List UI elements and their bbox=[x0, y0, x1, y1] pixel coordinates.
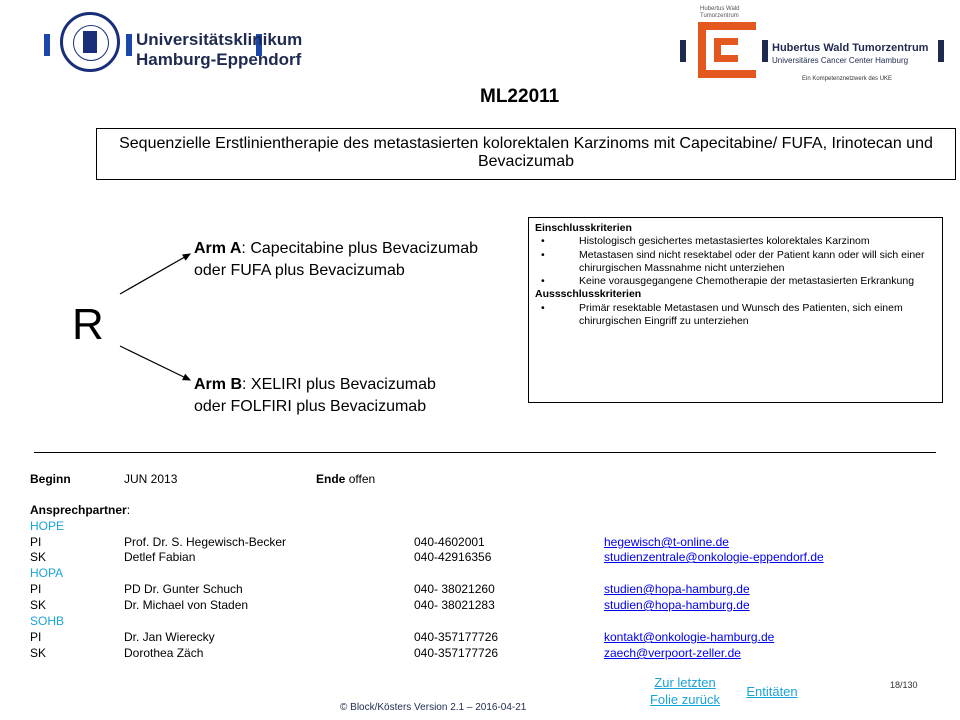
contact-name: Dr. Michael von Staden bbox=[124, 598, 249, 612]
inclusion-heading: Einschlusskriterien bbox=[535, 222, 632, 234]
group-hopa: HOPA bbox=[30, 566, 64, 580]
contact-email-link[interactable]: kontakt@onkologie-hamburg.de bbox=[604, 630, 775, 644]
arm-b-line2: oder FOLFIRI plus Bevacizumab bbox=[194, 398, 427, 415]
arm-a-label: Arm A bbox=[194, 240, 242, 257]
back-to-last-slide-link[interactable]: Zur letzten Folie zurück bbox=[649, 675, 721, 707]
criteria-box bbox=[528, 217, 943, 403]
footer-copyright: © Block/Kösters Version 2.1 – 2016-04-21 bbox=[340, 702, 527, 713]
hw-logo-bar-middle bbox=[762, 40, 768, 62]
contact-phone: 040-357177726 bbox=[414, 630, 499, 644]
page-number: 18/130 bbox=[890, 680, 918, 690]
contact-role: PI bbox=[30, 582, 42, 596]
contact-name: Dorothea Zäch bbox=[124, 646, 204, 660]
contact-phone: 040-357177726 bbox=[414, 646, 499, 660]
end-field: Ende offen bbox=[316, 472, 376, 486]
arm-a bbox=[194, 238, 478, 282]
contact-phone: 040-42916356 bbox=[414, 550, 492, 564]
hw-logo-bar-left bbox=[680, 40, 686, 62]
contact-phone: 040-4602001 bbox=[414, 535, 485, 549]
arm-b-label: Arm B bbox=[194, 376, 243, 393]
contact-role: PI bbox=[30, 630, 42, 644]
contact-name: Detlef Fabian bbox=[124, 550, 196, 564]
begin-value: JUN 2013 bbox=[124, 472, 178, 486]
arm-a-line2: oder FUFA plus Bevacizumab bbox=[194, 262, 405, 279]
contact-role: PI bbox=[30, 535, 42, 549]
inclusion-item: • Histologisch gesichertes metastasiertes kolorektales Karzinom bbox=[541, 235, 870, 248]
contact-email-link[interactable]: zaech@verpoort-zeller.de bbox=[604, 646, 741, 660]
hw-logo-title: Hubertus Wald Tumorzentrum bbox=[772, 42, 929, 54]
contact-role: SK bbox=[30, 646, 47, 660]
arrow-to-arm-a bbox=[120, 254, 190, 294]
contact-role: SK bbox=[30, 550, 47, 564]
logo-bar-middle bbox=[126, 34, 132, 56]
section-divider bbox=[34, 452, 936, 453]
hw-logo-subtitle: Universitäres Cancer Center Hamburg bbox=[772, 56, 909, 65]
study-description: Sequenzielle Erstlinientherapie des metastasierten kolorektalen Karzinoms mit Capecitabine/ FUFA, Irinotecan und Bevacizumab bbox=[119, 135, 933, 170]
uke-logo-text: Universitätsklinikum Hamburg-Eppendorf bbox=[136, 30, 303, 69]
contact-phone: 040- 38021283 bbox=[414, 598, 495, 612]
university-seal-logo bbox=[60, 12, 120, 72]
hw-logo-caption: Hubertus Wald Tumorzentrum bbox=[700, 6, 740, 19]
entities-link[interactable]: Entitäten bbox=[746, 684, 798, 699]
arm-a-line1: : Capecitabine plus Bevacizumab bbox=[241, 240, 478, 257]
hw-logo-bar-right bbox=[938, 40, 944, 62]
contact-email-link[interactable]: hegewisch@t-online.de bbox=[604, 535, 729, 549]
contact-email-link[interactable]: studien@hopa-hamburg.de bbox=[604, 582, 750, 596]
hw-network-caption: Ein Kompetenznetzwerk des UKE bbox=[802, 76, 893, 82]
hw-tumorzentrum-logo bbox=[698, 22, 756, 78]
contact-role: SK bbox=[30, 598, 47, 612]
exclusion-heading: Aussschlusskriterien bbox=[535, 288, 642, 301]
study-description-box bbox=[96, 128, 956, 180]
contact-name: Dr. Jan Wierecky bbox=[124, 630, 215, 644]
randomization-arrows bbox=[110, 240, 200, 390]
group-sohb: SOHB bbox=[30, 614, 65, 628]
arm-b-line1: : XELIRI plus Bevacizumab bbox=[242, 376, 436, 393]
contacts-label: Ansprechpartner: bbox=[30, 503, 131, 517]
group-hope: HOPE bbox=[30, 519, 65, 533]
contact-email-link[interactable]: studienzentrale@onkologie-eppendorf.de bbox=[604, 550, 824, 564]
begin-label: Beginn bbox=[30, 472, 71, 486]
logo-bar-left bbox=[44, 34, 50, 56]
randomization-symbol: R bbox=[72, 300, 104, 349]
arrow-to-arm-b bbox=[120, 346, 190, 380]
exclusion-item: • Primär resektable Metastasen und Wunsch des Patienten, sich einem chirurgischen Eingriff zu unterziehen bbox=[541, 301, 903, 328]
inclusion-item: • Metastasen sind nicht resektabel oder der Patient kann oder will sich einer chirurgischen Massnahme nicht unterziehen bbox=[541, 248, 925, 274]
arm-b bbox=[194, 374, 436, 418]
contact-phone: 040- 38021260 bbox=[414, 582, 495, 596]
contact-email-link[interactable]: studien@hopa-hamburg.de bbox=[604, 598, 750, 612]
inclusion-item: • Keine vorausgegangene Chemotherapie der metastasierten Erkrankung bbox=[541, 275, 915, 288]
study-title: ML22011 bbox=[480, 86, 560, 107]
contact-name: Prof. Dr. S. Hegewisch-Becker bbox=[124, 535, 287, 549]
contact-name: PD Dr. Gunter Schuch bbox=[124, 582, 243, 596]
